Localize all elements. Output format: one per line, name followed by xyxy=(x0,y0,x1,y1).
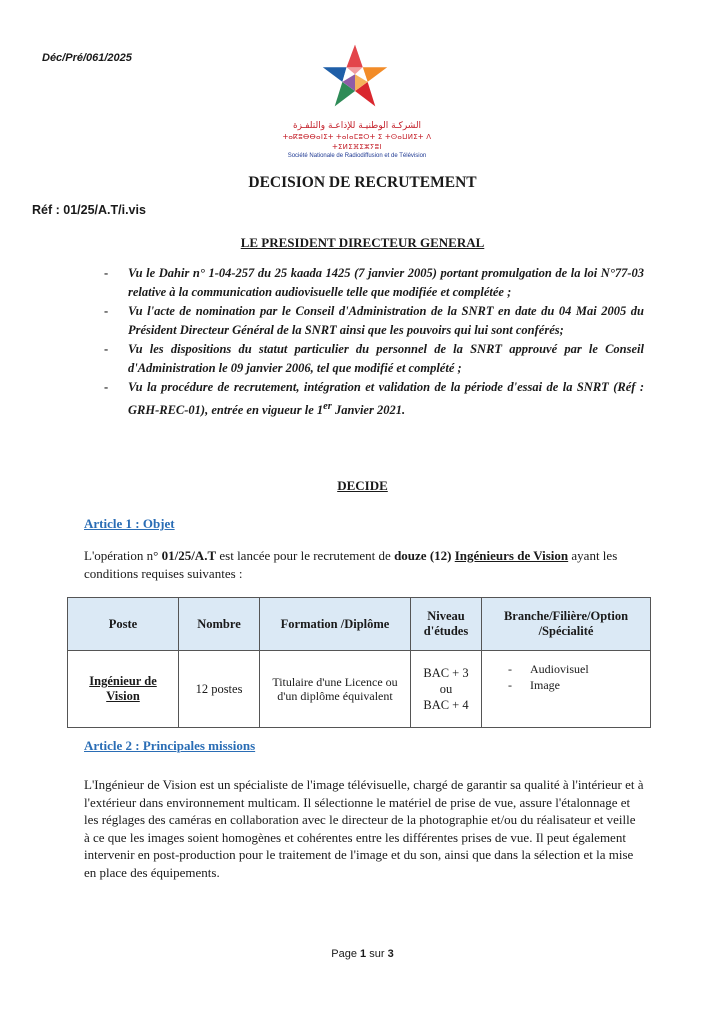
logo-tifinagh-name: ⵜⴰⴽⵓⴱⴱⴰⵏⵉⵜ ⵜⴰⵏⴰⵎⵓⵔⵜ ⵉ ⵜⵙⴰⵡⵍⵉⵜ ⴷ ⵜⵉⵍⵉⴼⵉⵣⵢⵓⵏ xyxy=(282,133,432,151)
reference-number: Réf : 01/25/A.T/i.vis xyxy=(32,203,146,217)
cell-formation: Titulaire d'une Licence ou d'un diplôme équivalent xyxy=(260,651,411,728)
cell-nombre: 12 postes xyxy=(179,651,260,728)
document-title: DECISION DE RECRUTEMENT xyxy=(248,174,477,191)
article-1-title: Article 1 : Objet xyxy=(84,516,175,531)
column-header-formation: Formation /Diplôme xyxy=(260,598,411,651)
column-header-nombre: Nombre xyxy=(179,598,260,651)
table-row xyxy=(68,651,651,728)
branch-item: - Audiovisuel xyxy=(508,662,589,676)
column-header-poste: Poste xyxy=(68,598,179,651)
column-header-niveau: Niveau d'études xyxy=(411,598,482,651)
branch-item: - Image xyxy=(508,678,560,692)
considerants-list xyxy=(104,264,644,420)
considerant-item: - Vu l'acte de nomination par le Conseil d'Administration de la SNRT en date du 04 Mai 2005 du Président Directeur Général de la SNRT ainsi que les pouvoirs qui lui sont conférés; xyxy=(104,304,644,337)
cell-poste: Ingénieur de Vision xyxy=(68,651,179,728)
considerant-item: - Vu la procédure de recrutement, intégration et validation de la période d'essai de la SNRT (Réf : GRH-REC-01), entrée en vigueur le 1er Janvier 2021. xyxy=(104,380,644,418)
article-2-text: L'Ingénieur de Vision est un spécialiste de l'image télévisuelle, chargé de garantir sa qualité à l'intérieur et à l'extérieur dans environnement multicam. Il sélectionne le matériel de prise de vue, assure l'étalonnage et les réglages des caméras en collaboration avec le directeur de la photographie et/ou du réalisateur et veille à ce que les images soient homogènes et cohérentes entre les différentes prises de vue. Il peut également intervenir en post-production pour le traitement de l'image et du son, ainsi que dans la sélection et la mise en place des équipements. xyxy=(84,777,644,880)
recruitment-table xyxy=(67,597,651,728)
issuer-title: LE PRESIDENT DIRECTEUR GENERAL xyxy=(240,235,485,250)
cell-branche xyxy=(482,651,651,728)
page-footer: Page 1 sur 3 xyxy=(331,948,394,960)
decide-heading: DECIDE xyxy=(337,478,388,493)
considerant-item: - Vu les dispositions du statut particulier du personnel de la SNRT approuvé par le Conseil d'Administration le 09 janvier 2006, tel que modifié et complété ; xyxy=(104,342,644,375)
logo-caption xyxy=(262,120,452,161)
article-1-text: L'opération n° 01/25/A.T est lancée pour le recrutement de douze (12) Ingénieurs de Vision ayant les conditions requises suivantes : xyxy=(84,548,618,581)
logo-arabic-name: الشركـة الوطنيـة للإذاعـة والتلفـزة xyxy=(292,121,422,131)
article-2-title: Article 2 : Principales missions xyxy=(84,738,256,753)
document-number: Déc/Pré/061/2025 xyxy=(42,52,132,64)
snrt-star-logo xyxy=(318,42,392,112)
logo-french-name: Société Nationale de Radiodiffusion et de Télévision xyxy=(287,153,427,159)
table-header-row xyxy=(68,598,651,651)
cell-niveau: BAC + 3 ou BAC + 4 xyxy=(411,651,482,728)
column-header-branche: Branche/Filière/Option /Spécialité xyxy=(482,598,651,651)
considerant-item: - Vu le Dahir n° 1-04-257 du 25 kaada 1425 (7 janvier 2005) portant promulgation de la loi N°77-03 relative à la communication audiovisuelle telle que modifiée et complétée ; xyxy=(104,266,644,299)
